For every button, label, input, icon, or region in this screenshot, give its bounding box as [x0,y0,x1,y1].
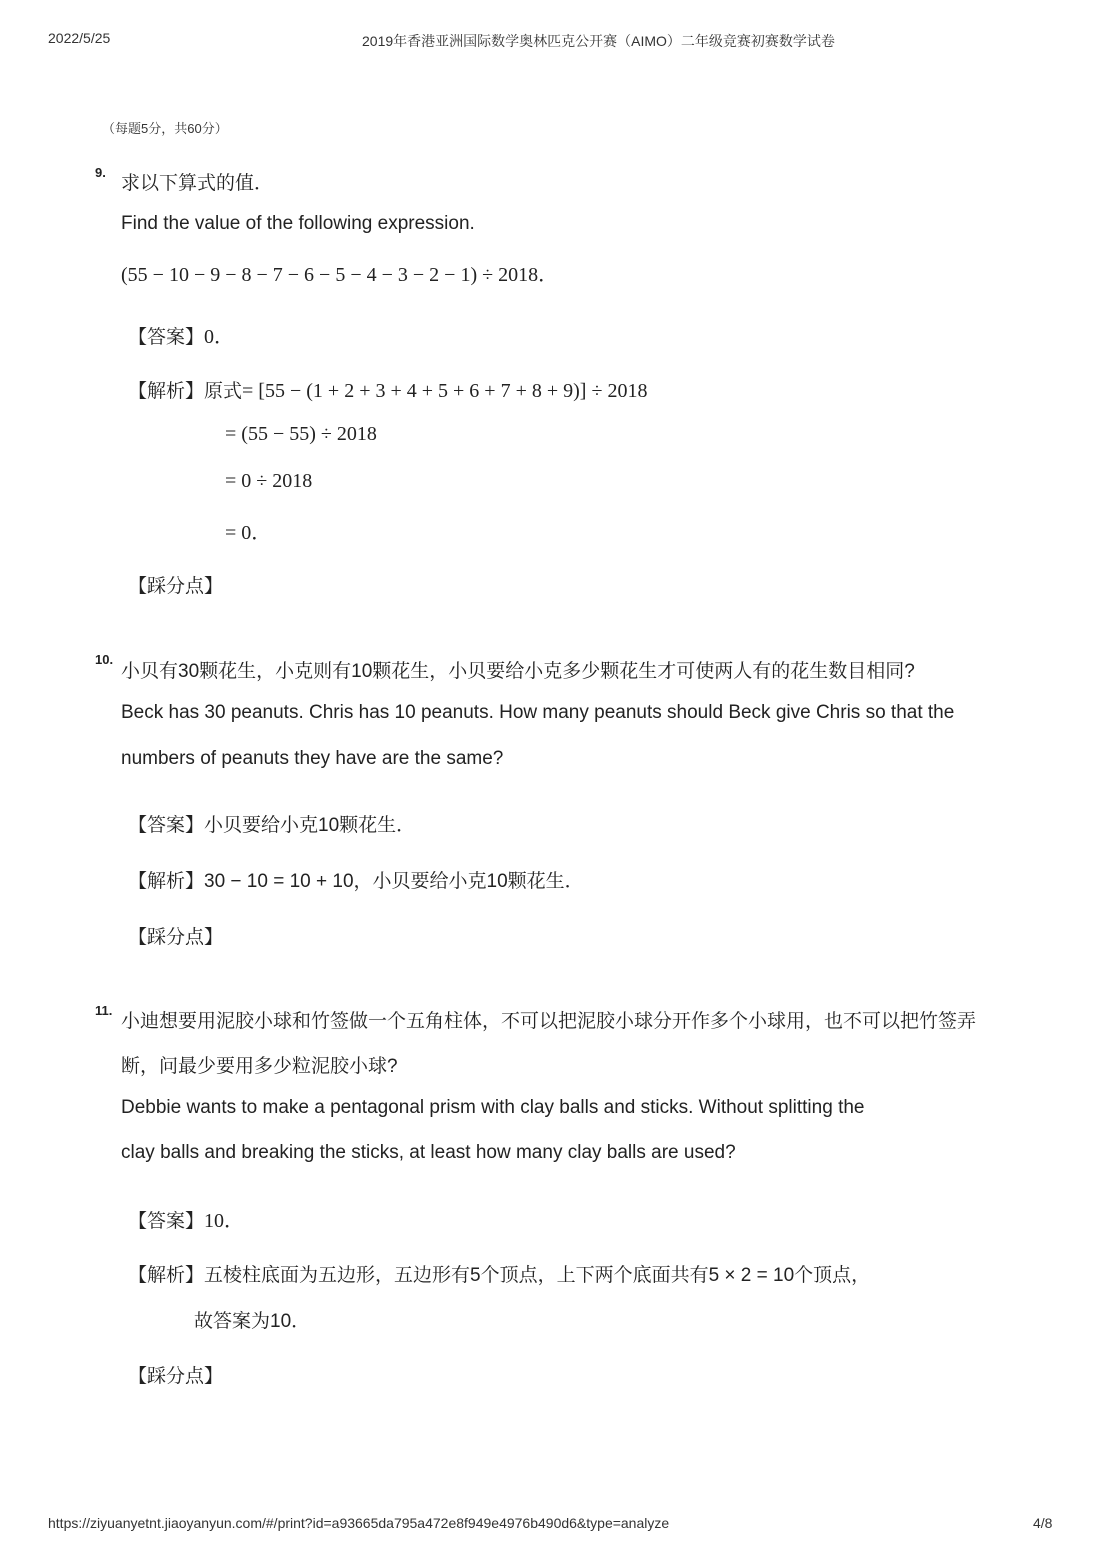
answer-row [128,810,415,837]
answer-label: 【答案】 [128,1211,205,1232]
section-note: （每题5分，共60分） [102,121,228,136]
analysis-line: = 0 ÷ 2018 [225,470,313,492]
answer-label: 【答案】 [128,327,205,348]
question-expression: (55 − 10 − 9 − 8 − 7 − 6 − 5 − 4 − 3 − 2 − 1) ÷ 2018． [121,264,559,286]
answer-row [128,320,234,349]
analysis-text: 故答案为10． [194,1311,311,1332]
analysis-label: 【解析】 [128,1265,205,1286]
question-text-cn: 小贝有30颗花生，小克则有10颗花生，小贝要给小克多少颗花生才可使两人有的花生数目相同? [121,661,915,682]
analysis-row [128,866,584,893]
question-text-en: Beck has 30 peanuts. Chris has 10 peanuts. How many peanuts should Beck give Chris so that the [121,702,955,723]
document-title: 2019年香港亚洲国际数学奥林匹克公开赛（AIMO）二年级竞赛初赛数学试卷 [362,33,835,49]
footer-url: https://ziyuanyetnt.jiaoyanyun.com/#/print?id=a93665da795a472e8f949e4976b490d6&type=analyze [48,1515,670,1531]
points-label: 【踩分点】 [128,927,224,948]
question-number: 10. [95,652,114,667]
question-text-cn: 小迪想要用泥胶小球和竹签做一个五角柱体，不可以把泥胶小球分开作多个小球用，也不可以把竹签弄 [121,1011,977,1032]
points-label: 【踩分点】 [128,1366,224,1387]
answer-value: 0． [204,326,235,348]
answer-value: 小贝要给小克10颗花生． [204,815,416,836]
question-number: 11. [95,1003,113,1018]
question-text-cn: 断，问最少要用多少粒泥胶小球? [121,1056,398,1077]
question-text-en: clay balls and breaking the sticks, at least how many clay balls are used? [121,1142,736,1163]
analysis-label: 【解析】 [128,871,205,892]
page-number: 4/8 [1033,1515,1053,1531]
analysis-line: = [55 − (1 + 2 + 3 + 4 + 5 + 6 + 7 + 8 + 9)] ÷ 2018 [242,380,648,402]
analysis-line: = (55 − 55) ÷ 2018 [225,423,377,445]
question-text-en: numbers of peanuts they have are the same? [121,748,504,769]
analysis-text: 五棱柱底面为五边形，五边形有5个顶点，上下两个底面共有5 × 2 = 10个顶点， [204,1265,871,1286]
analysis-label: 【解析】 [128,381,205,402]
question-number: 9. [95,165,106,180]
question-text-en: Debbie wants to make a pentagonal prism with clay balls and sticks. Without splitting the [121,1097,865,1118]
answer-value: 10． [204,1210,245,1232]
answer-label: 【答案】 [128,815,205,836]
question-text-cn: 求以下算式的值． [121,173,274,194]
answer-row [128,1204,244,1233]
analysis-row [128,376,647,403]
print-date: 2022/5/25 [48,30,111,46]
question-text-en: Find the value of the following expression. [121,213,475,234]
analysis-text: 30 − 10 = 10 + 10，小贝要给小克10颗花生． [204,871,584,892]
points-label: 【踩分点】 [128,576,224,597]
analysis-prefix: 原式 [204,381,243,402]
analysis-line: = 0． [225,522,272,544]
analysis-row [128,1260,870,1287]
